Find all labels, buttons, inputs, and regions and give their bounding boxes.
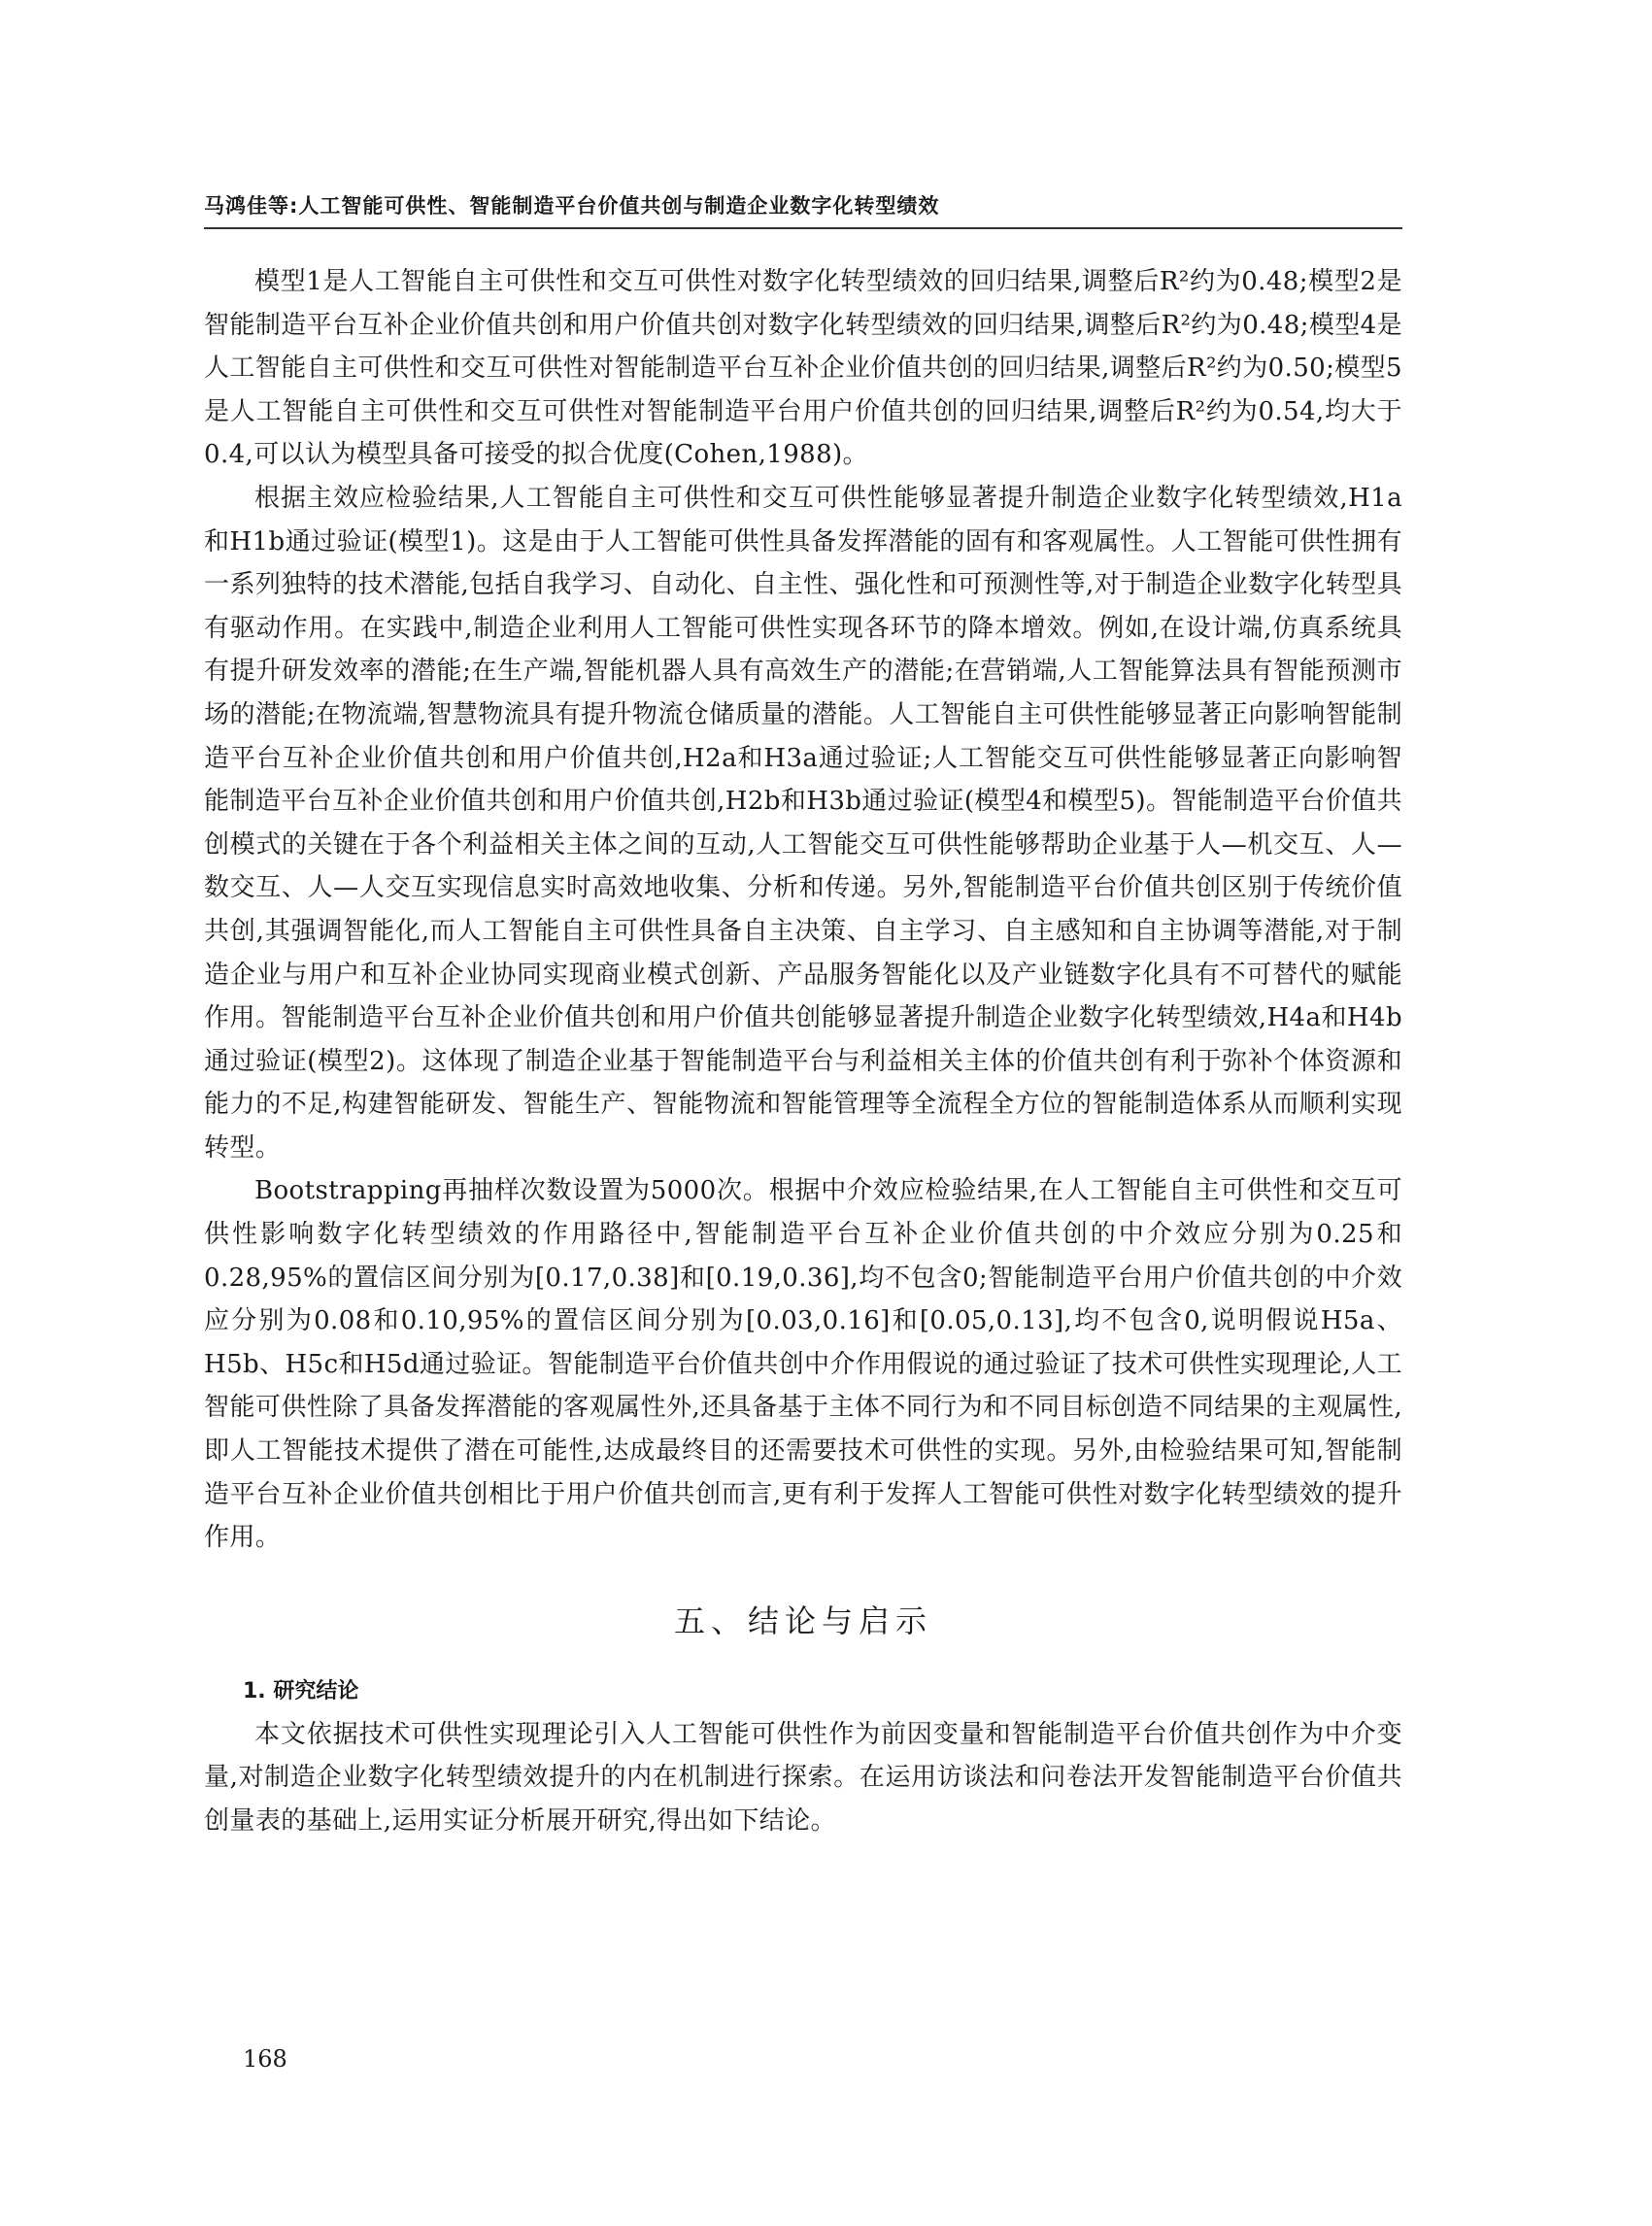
paragraph-conclusion: 本文依据技术可供性实现理论引入人工智能可供性作为前因变量和智能制造平台价值共创作为中介变量,对制造企业数字化转型绩效提升的内在机制进行探索。在运用访谈法和问卷法开发智能制造平台价值共创量表的基础上,运用实证分析展开研究,得出如下结论。 xyxy=(204,1719,1402,1836)
page-number: 168 xyxy=(243,2045,287,2073)
running-header: 马鸿佳等:人工智能可供性、智能制造平台价值共创与制造企业数字化转型绩效 xyxy=(204,194,940,218)
article-body xyxy=(204,260,1402,1843)
paragraph-main-effects: 根据主效应检验结果,人工智能自主可供性和交互可供性能够显著提升制造企业数字化转型绩效,H1a和H1b通过验证(模型1)。这是由于人工智能可供性具备发挥潜能的固有和客观属性。人工智能可供性拥有一系列独特的技术潜能,包括自我学习、自动化、自主性、强化性和可预测性等,对于制造企业数字化转型具有驱动作用。在实践中,制造企业利用人工智能可供性实现各环节的降本增效。例如,在设计端,仿真系统具有提升研发效率的潜能;在生产端,智能机器人具有高效生产的潜能;在营销端,人工智能算法具有智能预测市场的潜能;在物流端,智慧物流具有提升物流仓储质量的潜能。人工智能自主可供性能够显著正向影响智能制造平台互补企业价值共创和用户价值共创,H2a和H3a通过验证;人工智能交互可供性能够显著正向影响智能制造平台互补企业价值共创和用户价值共创,H2b和H3b通过验证(模型4和模型5)。智能制造平台价值共创模式的关键在于各个利益相关主体之间的互动,人工智能交互可供性能够帮助企业基于人—机交互、人—数交互、人—人交互实现信息实时高效地收集、分析和传递。另外,智能制造平台价值共创区别于传统价值共创,其强调智能化,而人工智能自主可供性具备自主决策、自主学习、自主感知和自主协调等潜能,对于制造企业与用户和互补企业协同实现商业模式创新、产品服务智能化以及产业链数字化具有不可替代的赋能作用。智能制造平台互补企业价值共创和用户价值共创能够显著提升制造企业数字化转型绩效,H4a和H4b通过验证(模型2)。这体现了制造企业基于智能制造平台与利益相关主体的价值共创有利于弥补个体资源和能力的不足,构建智能研发、智能生产、智能物流和智能管理等全流程全方位的智能制造体系从而顺利实现转型。 xyxy=(204,483,1402,1163)
paragraph-model-fit: 模型1是人工智能自主可供性和交互可供性对数字化转型绩效的回归结果,调整后R²约为0.48;模型2是智能制造平台互补企业价值共创和用户价值共创对数字化转型绩效的回归结果,调整后R²约为0.48;模型4是人工智能自主可供性和交互可供性对智能制造平台互补企业价值共创的回归结果,调整后R²约为0.50;模型5是人工智能自主可供性和交互可供性对智能制造平台用户价值共创的回归结果,调整后R²约为0.54,均大于0.4,可以认为模型具备可接受的拟合优度(Cohen,1988)。 xyxy=(204,267,1402,470)
header-rule xyxy=(204,227,1402,229)
section-title: 五、结论与启示 xyxy=(673,1602,932,1639)
subsection-title: 1. 研究结论 xyxy=(243,1678,359,1703)
paragraph-mediation: Bootstrapping再抽样次数设置为5000次。根据中介效应检验结果,在人工智能自主可供性和交互可供性影响数字化转型绩效的作用路径中,智能制造平台互补企业价值共创的中介效应分别为0.25和0.28,95%的置信区间分别为[0.17,0.38]和[0.19,0.36],均不包含0;智能制造平台用户价值共创的中介效应分别为0.08和0.10,95%的置信区间分别为[0.03,0.16]和[0.05,0.13],均不包含0,说明假说H5a、H5b、H5c和H5d通过验证。智能制造平台价值共创中介作用假说的通过验证了技术可供性实现理论,人工智能可供性除了具备发挥潜能的客观属性外,还具备基于主体不同行为和不同目标创造不同结果的主观属性,即人工智能技术提供了潜在可能性,达成最终目的还需要技术可供性的实现。另外,由检验结果可知,智能制造平台互补企业价值共创相比于用户价值共创而言,更有利于发挥人工智能可供性对数字化转型绩效的提升作用。 xyxy=(204,1176,1402,1553)
